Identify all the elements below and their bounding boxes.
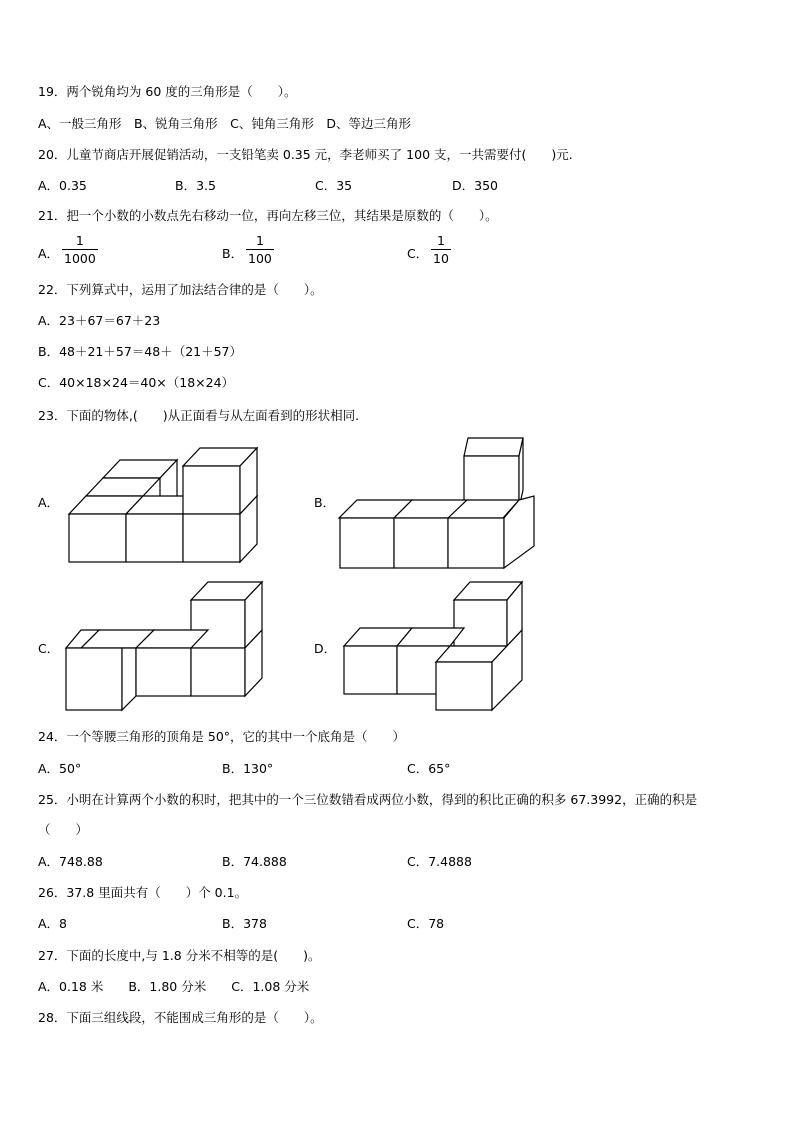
figure-c-cubes	[64, 580, 269, 715]
figure-d-cubes	[342, 580, 542, 715]
option-26-c: C．78	[407, 916, 445, 931]
option-22-b: B．48＋21＋57＝48＋（21＋57）	[38, 344, 243, 359]
fraction-denominator: 10	[433, 251, 449, 266]
option-20-c: C．35	[315, 178, 353, 193]
option-25-c: C．7.4888	[407, 854, 472, 869]
fraction-bar	[246, 249, 274, 250]
option-25-a: A．748.88	[38, 854, 103, 869]
question-23: 23．下面的物体,( )从正面看与从左面看到的形状相同.	[38, 408, 360, 423]
option-24-a: A．50°	[38, 761, 82, 776]
question-21: 21．把一个小数的小数点先右移动一位，再向左移三位，其结果是原数的（ ）。	[38, 208, 498, 223]
fraction-bar	[62, 249, 98, 250]
question-24: 24．一个等腰三角形的顶角是 50°，它的其中一个底角是（ ）	[38, 729, 406, 744]
fraction-denominator: 1000	[64, 251, 96, 266]
figure-a-cubes	[60, 440, 260, 565]
question-27: 27．下面的长度中,与 1.8 分米不相等的是( )。	[38, 948, 321, 963]
option-21-c-fraction	[431, 233, 451, 266]
option-23-b-label: B．	[314, 495, 336, 510]
option-21-b-fraction	[246, 233, 274, 266]
fraction-bar	[431, 249, 451, 250]
option-22-c: C．40×18×24＝40×（18×24）	[38, 375, 235, 390]
option-26-b: B．378	[222, 916, 267, 931]
question-27-options: A．0.18 米 B．1.80 分米 C．1.08 分米	[38, 979, 310, 994]
option-21-a-fraction	[62, 233, 98, 266]
option-25-b: B．74.888	[222, 854, 287, 869]
option-21-c-label: C．	[407, 246, 429, 261]
option-20-d: D．350	[452, 178, 498, 193]
option-21-b-label: B．	[222, 246, 244, 261]
option-20-b: B．3.5	[175, 178, 216, 193]
option-26-a: A．8	[38, 916, 68, 931]
fraction-numerator: 1	[436, 233, 445, 248]
fraction-numerator: 1	[255, 233, 264, 248]
fraction-denominator: 100	[248, 251, 272, 266]
question-25-blank: （ ）	[38, 822, 89, 837]
question-20: 20．儿童节商店开展促销活动，一支铅笔卖 0.35 元，李老师买了 100 支，一共需要付( )元.	[38, 147, 573, 162]
option-22-a: A．23＋67＝67＋23	[38, 313, 161, 328]
option-20-a: A．0.35	[38, 178, 87, 193]
question-25: 25．小明在计算两个小数的积时，把其中的一个三位数错看成两位小数，得到的积比正确的积多 67.3992，正确的积是	[38, 792, 698, 807]
question-22: 22．下列算式中，运用了加法结合律的是（ ）。	[38, 282, 323, 297]
figure-b-cubes	[338, 436, 543, 571]
option-21-a-label: A．	[38, 246, 60, 261]
fraction-numerator: 1	[75, 233, 84, 248]
question-26: 26．37.8 里面共有（ ）个 0.1。	[38, 885, 248, 900]
option-24-b: B．130°	[222, 761, 274, 776]
option-23-c-label: C．	[38, 641, 60, 656]
option-24-c: C．65°	[407, 761, 451, 776]
question-28: 28．下面三组线段，不能围成三角形的是（ ）。	[38, 1010, 323, 1025]
question-19: 19．两个锐角均为 60 度的三角形是（ ）。	[38, 84, 297, 99]
option-23-a-label: A．	[38, 495, 60, 510]
question-19-options: A、一般三角形 B、锐角三角形 C、钝角三角形 D、等边三角形	[38, 116, 411, 131]
option-23-d-label: D．	[314, 641, 337, 656]
